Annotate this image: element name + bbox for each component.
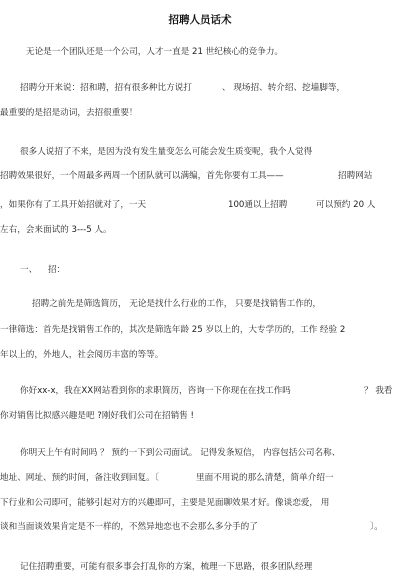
paragraph-screening-line-3: 年以上的，外地人，社会阅历丰富的等等。 bbox=[0, 350, 164, 360]
paragraph-screening-line-1: 招聘之前先是筛选简历， 无论是找什么行业的工作， 只要是找销售工作的， bbox=[32, 299, 322, 309]
paragraph-intro-line: 无论是一个团队还是一个公司，人才一直是 21 世纪核心的竞争力。 bbox=[26, 47, 284, 57]
paragraph-screening-line-2: 一律筛选：首先是找销售工作的，其次是筛选年龄 25 岁以上的，大专学历的，工作 经验 2 bbox=[0, 325, 346, 335]
paragraph-closing-line-1: 记住招聘重要，可能有很多事会打乱你的方案，梳理一下思路，很多团队经理 bbox=[20, 562, 313, 572]
script-appointment-line-4: 谈和当面谈效果肯定是不一样的，不然异地恋也不会那么多分手的了 bbox=[0, 522, 258, 532]
paragraph-recruit-line-2: 最重要的是招是动词，去招很重要！ bbox=[0, 108, 138, 118]
page-title: 招聘人员话术 bbox=[168, 14, 232, 26]
paragraph-tools-line-3b: 100通以上招聘 bbox=[228, 200, 288, 210]
paragraph-recruit-line-1: 招聘分开来说：招和聘，招有很多种比方说打 bbox=[20, 83, 192, 93]
script-appointment-line-2: 地址、网址、预约时间，备注收到回复。〔 bbox=[0, 473, 159, 483]
paragraph-tools-line-3: ，如果你有了工具开始招就对了，一天 bbox=[0, 200, 147, 210]
script-greeting-line-1: 你好xx-x，我在XX网站看到你的求职简历，咨询一下你现在在找工作吗 bbox=[20, 386, 291, 396]
script-greeting-line-2: 你对销售比拟感兴趣是吧 ?刚好我们公司在招销售 ! bbox=[0, 411, 194, 421]
paragraph-tools-line-4: 左右，会来面试的 3---5 人。 bbox=[0, 225, 112, 235]
section-heading: 招： bbox=[48, 265, 66, 275]
script-appointment-line-2b: 里面不用说的那么清楚，简单介绍一 bbox=[196, 473, 334, 483]
script-appointment-line-4b: 〕。 bbox=[370, 522, 383, 532]
script-greeting-line-1b: ？ 我看 bbox=[364, 386, 393, 396]
paragraph-tools-line-1: 很多人说招了不来，是因为没有发生量变怎么可能会发生质变呢，我个人觉得 bbox=[20, 147, 313, 157]
script-appointment-line-3: 下行业和公司即可，能够引起对方的兴趣即可，主要是见面聊效果才好。像谈恋爱， 用 bbox=[0, 498, 330, 508]
paragraph-recruit-line-1b: 、 现场招、转介绍、挖墙脚等， bbox=[222, 83, 346, 93]
paragraph-tools-line-2b: 招聘网站 bbox=[338, 171, 373, 181]
paragraph-tools-line-3c: 可以预约 20 人 bbox=[316, 200, 376, 210]
paragraph-tools-line-2: 招聘效果很好，一个周最多两周一个团队就可以满编，首先你要有工具—— bbox=[0, 171, 284, 181]
section-number: 一、 bbox=[20, 265, 38, 275]
script-appointment-line-1: 你明天上午有时间吗 ？ 预约一下到公司面试。 记得发条短信， 内容包括公司名称、 bbox=[20, 448, 341, 458]
